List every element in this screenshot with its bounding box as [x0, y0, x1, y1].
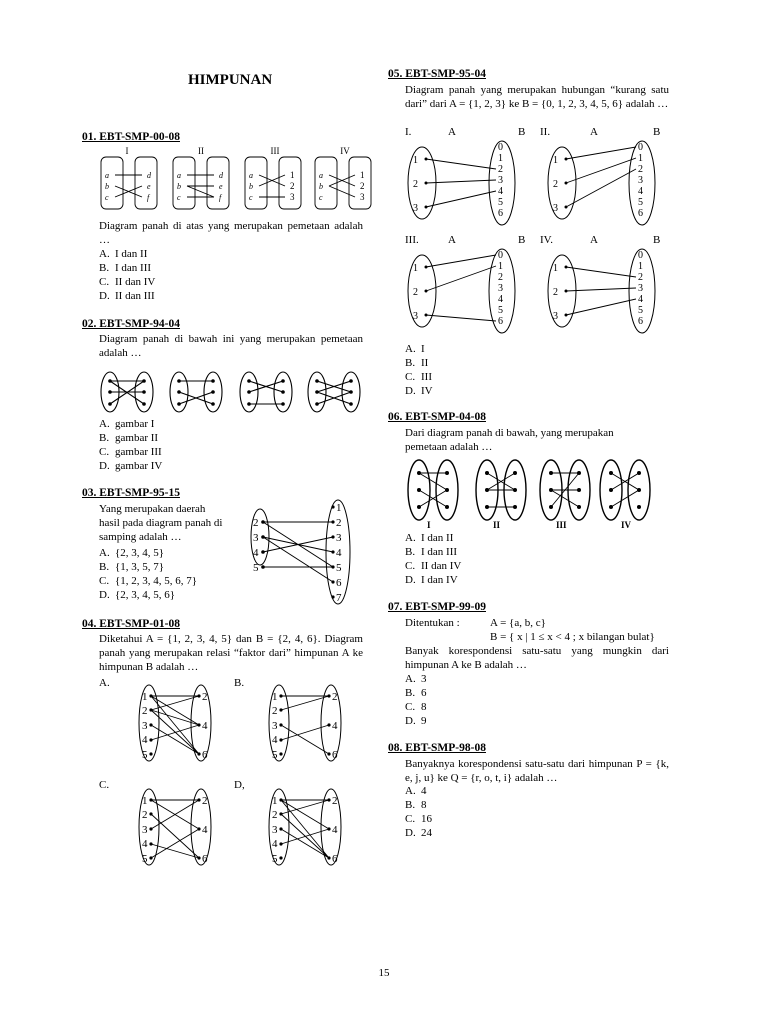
svg-text:2: 2 — [290, 181, 295, 191]
q05-header: 05. EBT-SMP-95-04 — [388, 68, 486, 80]
q05-option-b[interactable]: B. II — [405, 357, 429, 369]
svg-text:a: a — [249, 171, 253, 180]
q06-header: 06. EBT-SMP-04-08 — [388, 411, 486, 423]
q07-option-d[interactable]: D. 9 — [405, 715, 427, 727]
svg-text:6: 6 — [336, 577, 342, 589]
q03-question: Yang merupakan daerah hasil pada diagram panah di samping adalah … — [99, 503, 223, 543]
q05-option-c[interactable]: C. III — [405, 371, 432, 383]
svg-text:B: B — [653, 234, 661, 246]
q06-label-4: IV — [621, 520, 632, 530]
q03-diagram — [245, 497, 355, 607]
q07-question: Banyak korespondensi satu-satu yang mungkin dari himpunan A ke B adalah … — [405, 645, 669, 671]
q01-option-b[interactable]: B. I dan III — [99, 262, 152, 274]
svg-text:c: c — [105, 193, 109, 202]
q03-header: 03. EBT-SMP-95-15 — [82, 487, 180, 499]
svg-text:5: 5 — [253, 562, 259, 574]
q06-label-3: III — [556, 520, 567, 530]
q02-option-b[interactable]: B. gambar II — [99, 432, 159, 444]
svg-text:3: 3 — [360, 192, 365, 202]
svg-text:e: e — [219, 182, 223, 191]
svg-text:c: c — [249, 193, 253, 202]
q08-option-b[interactable]: B. 8 — [405, 799, 427, 811]
q04-option-c-label[interactable]: C. — [99, 779, 110, 791]
q05-label-3: III. — [405, 234, 419, 246]
q04-option-b-label[interactable]: B. — [234, 677, 245, 689]
q01-header: 01. EBT-SMP-00-08 — [82, 131, 180, 143]
svg-text:3: 3 — [290, 192, 295, 202]
q05-option-a[interactable]: A. I — [405, 343, 425, 355]
q07-options — [405, 672, 427, 728]
q02-diagrams — [95, 368, 365, 416]
q08-header: 08. EBT-SMP-98-08 — [388, 742, 486, 754]
svg-text:b: b — [249, 182, 253, 191]
svg-text:3: 3 — [336, 532, 342, 544]
q02-option-d[interactable]: D. gambar IV — [99, 460, 163, 472]
svg-text:1: 1 — [336, 502, 342, 514]
svg-text:2: 2 — [360, 181, 365, 191]
svg-text:b: b — [177, 182, 181, 191]
q01-label-2: II — [198, 146, 204, 156]
q05-question: Diagram panah yang merupakan hubungan “kurang satu dari” dari A = {1, 2, 3} ke B = {0, 1, 2, 3, 4, 5, 6} adalah … — [405, 84, 669, 110]
svg-text:A: A — [448, 234, 456, 246]
q06-option-c[interactable]: C. II dan IV — [405, 560, 462, 572]
q05-option-d[interactable]: D. IV — [405, 385, 433, 397]
q01-options — [99, 247, 155, 303]
svg-text:e: e — [147, 182, 151, 191]
q02-option-a[interactable]: A. gambar I — [99, 418, 155, 430]
svg-text:b: b — [105, 182, 109, 191]
q07-given-label: Ditentukan : — [405, 617, 460, 629]
svg-text:1: 1 — [290, 170, 295, 180]
q07-option-b[interactable]: B. 6 — [405, 687, 427, 699]
q03-option-d[interactable]: D. {2, 3, 4, 5, 6} — [99, 589, 176, 601]
q02-question: Diagram panah di bawah ini yang merupakan pemetaan adalah … — [99, 333, 363, 359]
svg-text:A: A — [448, 126, 456, 138]
svg-text:B: B — [518, 126, 526, 138]
svg-text:1: 1 — [360, 170, 365, 180]
q04-option-a-label[interactable]: A. — [99, 677, 110, 689]
q03-option-a[interactable]: A. {2, 3, 4, 5} — [99, 547, 165, 559]
q06-options — [405, 531, 461, 587]
q05-label-1: I. — [405, 126, 412, 138]
svg-text:7: 7 — [336, 592, 342, 604]
svg-text:4: 4 — [336, 547, 342, 559]
q06-label-1: I — [427, 520, 431, 530]
q06-diagrams — [405, 455, 670, 530]
q01-label-4: IV — [340, 146, 350, 156]
q03-option-b[interactable]: B. {1, 3, 5, 7} — [99, 561, 165, 573]
svg-text:2: 2 — [253, 517, 259, 529]
q06-option-b[interactable]: B. I dan III — [405, 546, 458, 558]
q04-question: Diketahui A = {1, 2, 3, 4, 5} dan B = {2, 4, 6}. Diagram panah yang merupakan relasi “faktor dari” himpunan A ke himpunan B adalah … — [99, 633, 363, 673]
q07-header: 07. EBT-SMP-99-09 — [388, 601, 486, 613]
q01-option-d[interactable]: D. II dan III — [99, 290, 155, 302]
q01-diagrams — [95, 145, 385, 215]
q07-set-a: A = {a, b, c} — [490, 617, 546, 629]
svg-text:3: 3 — [253, 532, 259, 544]
q07-set-b: B = { x | 1 ≤ x < 4 ; x bilangan bulat} — [490, 631, 655, 643]
svg-text:f: f — [219, 193, 222, 202]
q01-option-c[interactable]: C. II dan IV — [99, 276, 156, 288]
svg-text:b: b — [319, 182, 323, 191]
q02-header: 02. EBT-SMP-94-04 — [82, 318, 180, 330]
q06-option-a[interactable]: A. I dan II — [405, 532, 454, 544]
q06-option-d[interactable]: D. I dan IV — [405, 574, 458, 586]
svg-text:d: d — [147, 171, 151, 180]
q07-option-c[interactable]: C. 8 — [405, 701, 427, 713]
svg-text:B: B — [653, 126, 661, 138]
q08-options — [405, 784, 432, 840]
svg-text:A: A — [590, 234, 598, 246]
q05-options — [405, 342, 433, 398]
svg-text:d: d — [219, 171, 223, 180]
q05-diagrams: I. A B II. A B III. A B IV. A B 123 0 — [400, 123, 670, 338]
q08-option-d[interactable]: D. 24 — [405, 827, 432, 839]
svg-text:a: a — [177, 171, 181, 180]
q04-diagrams — [135, 680, 360, 870]
svg-text:B: B — [518, 234, 526, 246]
svg-text:c: c — [177, 193, 181, 202]
q01-question: Diagram panah di atas yang merupakan pemetaan adalah … — [99, 220, 363, 246]
q08-option-a[interactable]: A. 4 — [405, 785, 427, 797]
q08-question: Banyaknya korespondensi satu-satu dari himpunan P = {k, e, j, u} ke Q = {r, o, t, i} adalah … — [405, 758, 669, 784]
q04-option-d-label[interactable]: D, — [234, 779, 245, 791]
svg-text:f: f — [147, 193, 150, 202]
svg-text:c: c — [319, 193, 323, 202]
q03-options — [99, 546, 197, 602]
q02-option-c[interactable]: C. gambar III — [99, 446, 162, 458]
page-number: 15 — [378, 967, 390, 979]
svg-text:5: 5 — [336, 562, 342, 574]
q07-option-a[interactable]: A. 3 — [405, 673, 427, 685]
q06-label-2: II — [493, 520, 501, 530]
q06-question: Dari diagram panah di bawah, yang merupakan pemetaan adalah … — [405, 427, 614, 453]
svg-text:a: a — [319, 171, 323, 180]
svg-text:A: A — [590, 126, 598, 138]
svg-text:4: 4 — [253, 547, 259, 559]
q01-option-a[interactable]: A. I dan II — [99, 248, 148, 260]
svg-text:a: a — [105, 171, 109, 180]
svg-text:2: 2 — [336, 517, 342, 529]
q01-label-1: I — [125, 146, 129, 156]
q04-header: 04. EBT-SMP-01-08 — [82, 618, 180, 630]
q02-options — [99, 417, 162, 473]
q03-option-c[interactable]: C. {1, 2, 3, 4, 5, 6, 7} — [99, 575, 198, 587]
q05-label-4: IV. — [540, 234, 553, 246]
page-title: HIMPUNAN — [188, 72, 273, 88]
q08-option-c[interactable]: C. 16 — [405, 813, 432, 825]
q05-label-2: II. — [540, 126, 551, 138]
q01-label-3: III — [270, 146, 280, 156]
